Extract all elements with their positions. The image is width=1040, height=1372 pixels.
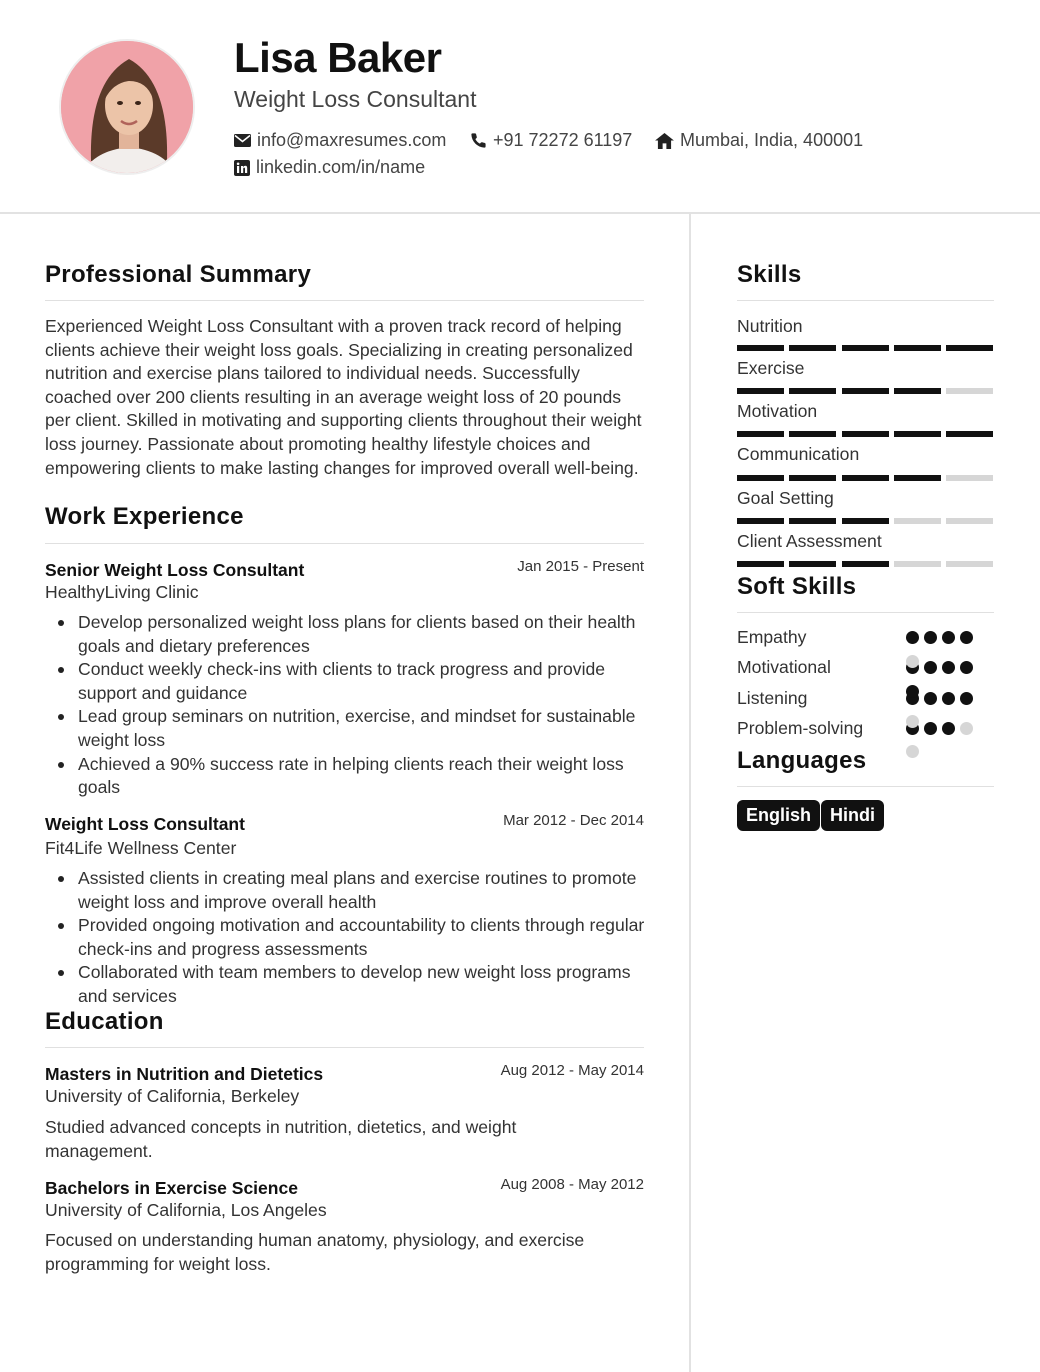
skill-bar-segment [946, 388, 993, 394]
education-description: Focused on understanding human anatomy, physiology, and exercise programming for weight loss. [45, 1230, 585, 1274]
column-divider [689, 214, 691, 1372]
skill-level-bar [737, 431, 993, 437]
skill-label: Nutrition [737, 316, 803, 336]
soft-skill-label: Listening [737, 688, 808, 708]
linkedin-text: linkedin.com/in/name [256, 157, 426, 177]
job-company: HealthyLiving Clinic [45, 582, 199, 602]
rating-dot [906, 685, 919, 698]
degree-title: Masters in Nutrition and Dietetics [45, 1064, 324, 1084]
job-date: Jan 2015 - Present [517, 558, 644, 575]
skill-bar-segment [946, 518, 993, 524]
education-date: Aug 2012 - May 2014 [500, 1062, 644, 1079]
job-bullets [45, 611, 645, 800]
degree-title: Bachelors in Exercise Science [45, 1178, 298, 1198]
skill-bar-segment [946, 561, 993, 567]
envelope-icon [234, 134, 251, 147]
skill-bar-segment [789, 431, 836, 437]
candidate-title: Weight Loss Consultant [234, 86, 477, 112]
skill-label: Communication [737, 444, 860, 464]
rating-dot [942, 661, 955, 674]
rating-dot [906, 655, 919, 668]
summary-text: Experienced Weight Loss Consultant with a proven track record of helping clients achieve their weight loss goals. Specializing in creating personalized nutrition and exercise plans tailored to individual needs. Successfully coached over 200 clients resulting in an average weight loss of 20 pounds per client. Skilled in motivating and supporting clients throughout their weight loss journey. Passionate about promoting healthy lifestyle choices and empowering clients to make lasting changes for improved overall well-being. [45, 316, 642, 478]
skill-level-bar [737, 345, 993, 351]
list-item: Assisted clients in creating meal plans and exercise routines to promote weight loss and improve overall health [45, 867, 645, 914]
profile-photo [59, 39, 195, 175]
rating-dot [942, 722, 955, 735]
contact-linkedin[interactable] [234, 157, 425, 178]
skill-bar-segment [894, 518, 941, 524]
rating-dot [924, 631, 937, 644]
skill-bar-segment [737, 431, 784, 437]
school-name: University of California, Los Angeles [45, 1200, 327, 1220]
skill-level-bar [737, 518, 993, 524]
skill-bar-segment [789, 475, 836, 481]
skill-bar-segment [737, 475, 784, 481]
rating-dot [942, 692, 955, 705]
skills-heading: Skills [737, 261, 802, 288]
summary-heading: Professional Summary [45, 261, 312, 288]
home-icon [655, 133, 674, 149]
list-item: Lead group seminars on nutrition, exercise, and mindset for sustainable weight loss [45, 705, 645, 752]
skill-bar-segment [946, 345, 993, 351]
contact-phone[interactable] [470, 130, 632, 151]
contact-location [655, 130, 863, 151]
skill-bar-segment [737, 388, 784, 394]
skill-bar-segment [842, 518, 889, 524]
skill-level-bar [737, 561, 993, 567]
portrait-image [61, 41, 195, 175]
job-title: Senior Weight Loss Consultant [45, 560, 305, 580]
education-rule [45, 1047, 644, 1048]
soft-skills-rule [737, 612, 994, 613]
languages-rule [737, 786, 994, 787]
candidate-name: Lisa Baker [234, 34, 442, 81]
soft-skills-heading: Soft Skills [737, 573, 857, 600]
education-description: Studied advanced concepts in nutrition, dietetics, and weight management. [45, 1117, 517, 1161]
education-heading: Education [45, 1008, 164, 1035]
skills-rule [737, 300, 994, 301]
rating-dot [942, 631, 955, 644]
skill-bar-segment [737, 518, 784, 524]
skill-bar-segment [842, 431, 889, 437]
language-badge: Hindi [821, 800, 884, 831]
soft-skill-label: Motivational [737, 657, 831, 677]
skill-label: Client Assessment [737, 531, 882, 551]
languages-heading: Languages [737, 747, 867, 774]
skill-bar-segment [789, 561, 836, 567]
education-date: Aug 2008 - May 2012 [500, 1176, 644, 1193]
email-text: info@maxresumes.com [257, 130, 447, 150]
rating-dot [906, 631, 919, 644]
soft-skill-dots [906, 631, 973, 644]
skill-bar-segment [894, 388, 941, 394]
soft-skill-label: Problem-solving [737, 718, 864, 738]
job-company: Fit4Life Wellness Center [45, 838, 237, 858]
list-item: Achieved a 90% success rate in helping clients reach their weight loss goals [45, 753, 645, 800]
skill-bar-segment [842, 345, 889, 351]
skill-bar-segment [842, 561, 889, 567]
skill-level-bar [737, 475, 993, 481]
list-item: Develop personalized weight loss plans for clients based on their health goals and dietary preferences [45, 611, 645, 658]
skill-bar-segment [789, 388, 836, 394]
summary-rule [45, 300, 644, 301]
phone-icon [470, 132, 487, 149]
skill-bar-segment [894, 475, 941, 481]
linkedin-icon [234, 160, 250, 176]
rating-dot [960, 692, 973, 705]
rating-dot [906, 715, 919, 728]
skill-bar-segment [946, 475, 993, 481]
rating-dot [960, 722, 973, 735]
list-item: Conduct weekly check-ins with clients to track progress and provide support and guidance [45, 658, 645, 705]
experience-rule [45, 543, 644, 544]
skill-level-bar [737, 388, 993, 394]
skill-label: Goal Setting [737, 488, 834, 508]
rating-dot [924, 661, 937, 674]
language-badge: English [737, 800, 820, 831]
skill-label: Exercise [737, 358, 805, 378]
skill-bar-segment [789, 345, 836, 351]
contact-email[interactable] [234, 130, 446, 151]
skill-bar-segment [894, 561, 941, 567]
skill-bar-segment [789, 518, 836, 524]
skill-bar-segment [842, 475, 889, 481]
skill-bar-segment [842, 388, 889, 394]
rating-dot [924, 722, 937, 735]
location-text: Mumbai, India, 400001 [680, 130, 864, 150]
list-item: Provided ongoing motivation and accountability to clients through regular check-ins and progress assessments [45, 914, 645, 961]
skill-bar-segment [894, 431, 941, 437]
skill-bar-segment [737, 345, 784, 351]
job-bullets [45, 867, 645, 1009]
skill-label: Motivation [737, 401, 818, 421]
skill-bar-segment [894, 345, 941, 351]
rating-dot [906, 745, 919, 758]
soft-skill-label: Empathy [737, 627, 807, 647]
skill-bar-segment [737, 561, 784, 567]
job-title: Weight Loss Consultant [45, 814, 245, 834]
rating-dot [960, 631, 973, 644]
rating-dot [924, 692, 937, 705]
experience-heading: Work Experience [45, 503, 244, 530]
list-item: Collaborated with team members to develop new weight loss programs and services [45, 961, 645, 1008]
skill-bar-segment [946, 431, 993, 437]
job-date: Mar 2012 - Dec 2014 [503, 812, 644, 829]
phone-text: +91 72272 61197 [493, 130, 633, 150]
rating-dot [960, 661, 973, 674]
school-name: University of California, Berkeley [45, 1086, 300, 1106]
resume-header [0, 0, 1040, 214]
